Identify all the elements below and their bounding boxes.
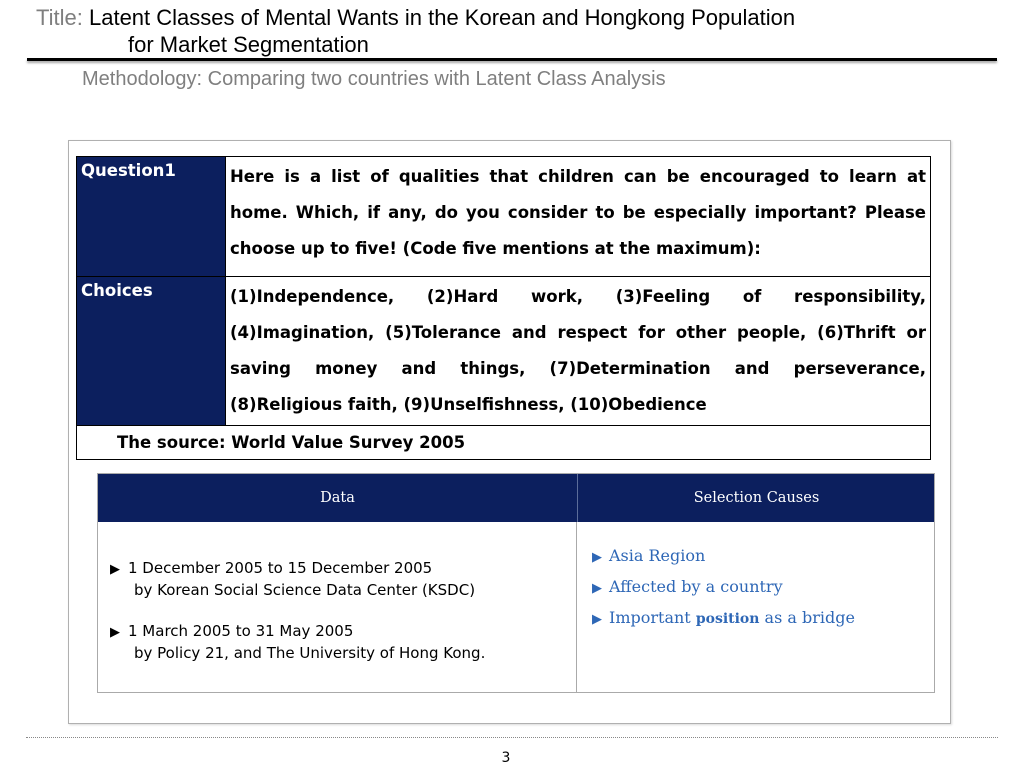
cause-text-post: as a bridge [759,608,855,627]
cause-item [592,546,855,577]
data-table-header [98,474,934,522]
data-entry-date: 1 March 2005 to 31 May 2005 [128,622,354,640]
title-divider [27,58,997,61]
choices-label: Choices [77,277,226,426]
data-entry [110,558,485,601]
data-list [110,558,485,684]
slide-subtitle: Methodology: Comparing two countries with Latent Class Analysis [82,68,666,90]
cause-text-bold: position [695,611,760,627]
causes-list [592,546,855,639]
question-label: Question1 [77,157,226,277]
triangle-right-icon: ▶ [110,625,120,640]
data-entry-date: 1 December 2005 to 15 December 2005 [128,559,433,577]
column-divider [576,522,577,692]
cause-item [592,608,855,639]
cause-text: Asia Region [609,546,706,565]
cause-text: Affected by a country [609,577,783,596]
data-entry-source: by Policy 21, and The University of Hong Kong. [134,644,486,662]
data-entry-source: by Korean Social Science Data Center (KSDC) [134,581,476,599]
title-line1: Latent Classes of Mental Wants in the Korean and Hongkong Population [88,5,796,30]
source-note: The source: World Value Survey 2005 [77,426,931,460]
question-text: Here is a list of qualities that children can be encouraged to learn at home. Which, if any, do you consider to be especially important? Please choose up to five! (Code five mentions at the maximum): [226,157,931,277]
triangle-right-icon: ▶ [592,612,602,627]
footer-divider [26,737,998,738]
page-number: 3 [501,750,511,766]
title-label: Title: [36,5,83,30]
data-column-header: Data [98,474,578,522]
data-table [97,473,935,693]
choices-text: (1)Independence, (2)Hard work, (3)Feeling of responsibility, (4)Imagination, (5)Tolerance and respect for other people, (6)Thrift or saving money and things, (7)Determination and perseverance, (8)Religious faith, (9)Unselfishness, (10)Obedience [226,277,931,426]
triangle-right-icon: ▶ [592,550,602,565]
triangle-right-icon: ▶ [592,581,602,596]
cause-text-pre: Important [609,608,696,627]
data-entry [110,621,485,664]
cause-item [592,577,855,608]
question-table [76,156,931,460]
triangle-right-icon: ▶ [110,562,120,577]
title-line2: for Market Segmentation [128,32,369,57]
causes-column-header: Selection Causes [693,490,820,506]
slide-title [36,4,795,58]
